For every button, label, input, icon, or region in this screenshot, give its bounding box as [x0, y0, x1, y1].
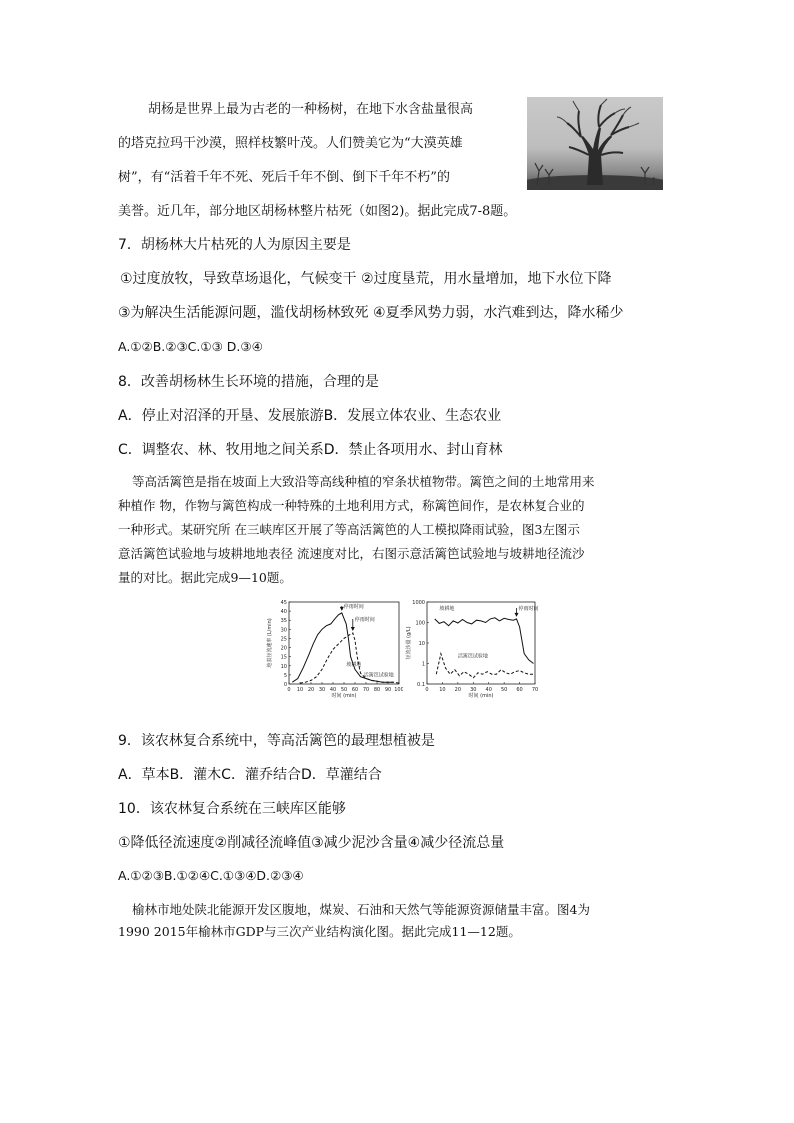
- intro2-line-2: 种植作 物，作物与篱笆构成一种特殊的土地利用方式，称篱笆间作，是农林复合业的: [118, 498, 585, 513]
- intro2-line-3: 一种形式。某研究所 在三峡库区开展了等高活篱笆的人工模拟降雨试验，图3左图示: [118, 522, 580, 537]
- intro1-line-2: 的塔克拉玛干沙漠，照样枝繁叶茂。人们赞美它为“大漠英雄: [118, 136, 463, 151]
- left-annotation-hedgerow: 活篱笆试验地: [363, 672, 394, 679]
- runoff-velocity-chart-svg: [265, 596, 403, 700]
- right-x-tick-label: 50: [500, 687, 508, 693]
- q10-items: ①降低径流速度②削减径流峰值③减少泥沙含量④减少径流总量: [118, 835, 505, 851]
- right-x-tick-label: 20: [454, 687, 462, 693]
- q9-options: A．草本B．灌木C．灌乔结合D．草灌结合: [118, 767, 382, 783]
- intro2-line-1: 等高活篱笆是指在坡面上大致沿等高线种植的窄条状植物带。篱笆之间的土地常用来: [132, 474, 595, 489]
- left-annotation-sloping-farmland: 坡耕地: [346, 661, 362, 668]
- intro1-line-4: 美誉。近几年，部分地区胡杨林整片枯死（如图2)。据此完成7-8题。: [118, 204, 517, 219]
- right-x-tick-label: 0: [425, 687, 429, 693]
- runoff-sediment-chart-svg: [405, 596, 541, 700]
- runoff-velocity-chart: [265, 596, 403, 700]
- left-x-tick-label: 60: [351, 687, 359, 693]
- runoff-sediment-chart: [405, 596, 541, 700]
- left-x-tick-label: 10: [296, 687, 304, 693]
- left-annotation-stop-rain-1: 停雨时间: [343, 604, 364, 610]
- q8-stem: 8．改善胡杨林生长环境的措施，合理的是: [118, 374, 379, 390]
- left-x-tick-label: 70: [362, 687, 370, 693]
- right-y-tick-label: 0.1: [417, 682, 425, 688]
- intro2-line-5: 量的对比。据此完成9—10题。: [118, 570, 292, 585]
- left-x-axis-label: 时间 (min): [331, 693, 357, 699]
- right-annotation-sloping-farmland: 坡耕地: [439, 606, 455, 613]
- right-x-tick-label: 60: [516, 687, 523, 693]
- intro2-line-4: 意活篱笆试验地与坡耕地地表径 流速度对比，右图示意活篱笆试验地与坡耕地径流沙: [118, 546, 585, 561]
- left-chart-frame: [289, 602, 399, 684]
- left-x-tick-label: 90: [384, 687, 392, 693]
- right-stop-rain-arrow-head: [514, 613, 518, 617]
- left-annotation-stop-rain-2: 停雨时间: [354, 617, 375, 623]
- left-y-tick-label: 5: [283, 672, 287, 679]
- left-y-tick-label: 45: [280, 600, 287, 606]
- right-y-tick-label: 1: [421, 661, 425, 668]
- left-y-tick-label: 30: [280, 627, 287, 634]
- left-x-tick-label: 20: [307, 687, 315, 693]
- right-y-tick-label: 1000: [412, 600, 425, 606]
- left-y-tick-label: 0: [283, 682, 287, 688]
- q10-stem: 10．该农林复合系统在三峡库区能够: [118, 801, 346, 817]
- right-x-tick-label: 10: [439, 687, 446, 693]
- q7-stem: 7．胡杨林大片枯死的人为原因主要是: [118, 237, 351, 253]
- right-chart-frame: [427, 602, 535, 684]
- left-y-tick-label: 10: [280, 663, 287, 670]
- right-x-tick-label: 30: [470, 687, 477, 693]
- left-x-tick-label: 0: [287, 687, 291, 693]
- left-x-tick-label: 50: [340, 687, 348, 693]
- intro1-line-1: 胡杨是世界上最为古老的一种杨树，在地下水含盐量很高: [148, 102, 474, 117]
- right-x-axis-label: 时间 (min): [468, 693, 494, 699]
- intro1-line-3: 树”，有“活着千年不死、死后千年不倒、倒下千年不朽”的: [118, 170, 450, 185]
- left-y-tick-label: 35: [280, 618, 287, 625]
- right-y-tick-label: 10: [418, 641, 425, 647]
- left-y-axis-label: 地表径流速率 (L/min): [267, 618, 273, 668]
- left-y-tick-label: 40: [280, 609, 287, 616]
- intro3-line-1: 榆林市地处陕北能源开发区腹地，煤炭、石油和天然气等能源资源储量丰富。图4为: [132, 902, 590, 917]
- right-y-axis-label: 径流沙量 (g/L): [406, 626, 412, 660]
- left-stop-rain-arrow-2-head: [351, 627, 355, 631]
- left-y-tick-label: 25: [280, 636, 287, 643]
- left-x-tick-label: 80: [373, 687, 381, 693]
- q7-items-line-2: ③为解决生活能源问题，滥伐胡杨林致死 ④夏季风势力弱，水汽难到达，降水稀少: [118, 305, 624, 321]
- q10-answer-options: A.①②③B.①②④C.①③④D.②③④: [118, 868, 304, 883]
- left-y-tick-label: 15: [280, 654, 287, 661]
- q7-answer-options: A.①②B.②③C.①③ D.③④: [118, 339, 263, 354]
- right-x-tick-label: 40: [485, 687, 492, 693]
- left-y-tick-label: 20: [280, 645, 287, 652]
- left-x-tick-label: 30: [318, 687, 326, 693]
- right-y-tick-label: 100: [415, 620, 425, 627]
- intro3-line-2: 1990 2015年榆林市GDP与三次产业结构演化图。据此完成11—12题。: [118, 924, 521, 939]
- q8-options-cd: C．调整农、林、牧用地之间关系D．禁止各项用水、封山育林: [118, 442, 503, 458]
- q8-options-ab: A．停止对沼泽的开垦、发展旅游B．发展立体农业、生态农业: [118, 408, 502, 424]
- dead-populus-tree-photo: [527, 97, 663, 190]
- q9-stem: 9．该农林复合系统中，等高活篱笆的最理想植被是: [118, 733, 435, 749]
- right-x-tick-label: 70: [531, 687, 539, 693]
- q7-items-line-1: ①过度放牧，导致草场退化，气候变干 ②过度垦荒，用水量增加，地下水位下降: [120, 271, 612, 287]
- right-annotation-hedgerow: 活篱笆试验地: [457, 653, 488, 660]
- left-x-tick-label: 40: [329, 687, 337, 693]
- left-x-tick-label: 100: [394, 687, 403, 693]
- right-annotation-stop-rain: 停雨时间: [518, 606, 539, 612]
